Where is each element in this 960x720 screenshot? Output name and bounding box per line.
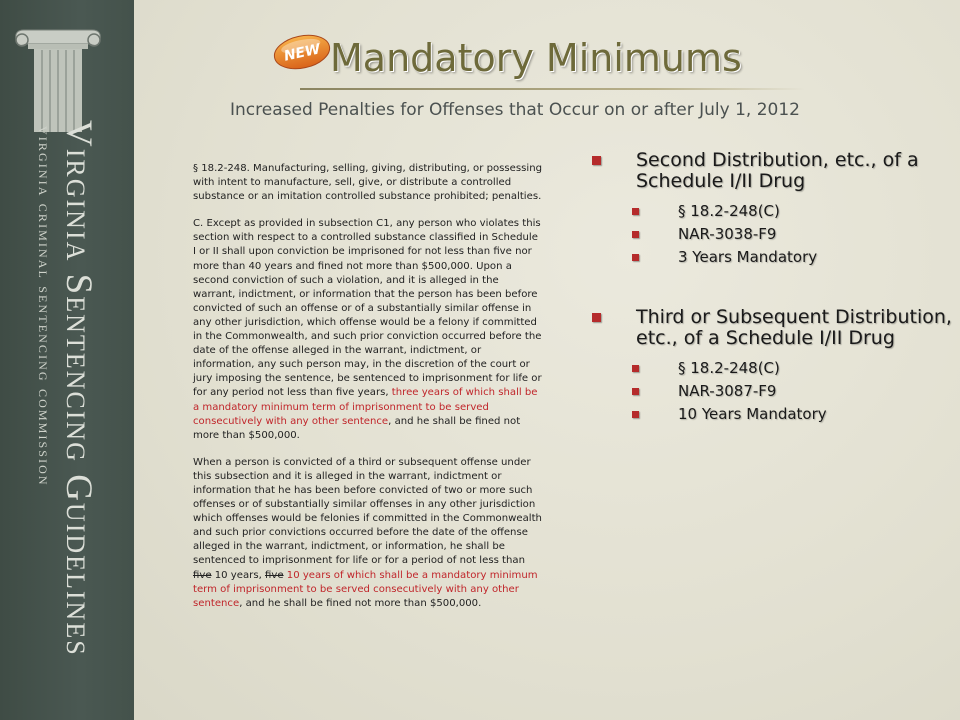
- statute-text-segment: When a person is convicted of a third or subsequent offense under this subsection and it is alleged in the warrant, indictment or information that he has been before convicted of two or more such offenses or of substantially similar offenses in any other jurisdiction which offenses would be felonies if committed in the Commonwealth and such prior convictions occurred before the date of the offense alleged in the warrant, indictment, or information, he shall be sentenced to imprisonment for life or for a period of not less than: [193, 456, 542, 567]
- square-bullet-icon: [632, 388, 639, 395]
- statute-highlight: 10 years of which shall be a mandatory minimum term of imprisonment to be served consecutively with any other sentence: [193, 569, 538, 609]
- sub-bullet-text: 3 Years Mandatory: [678, 248, 818, 266]
- bullet-list: [592, 150, 952, 464]
- square-bullet-icon: [632, 208, 639, 215]
- sub-bullet: [630, 357, 952, 380]
- sub-bullet: [630, 403, 952, 426]
- statute-heading: § 18.2-248. Manufacturing, selling, giving, distributing, or possessing with intent to manufacture, sell, give, or distribute a controlled substance or an imitation controlled substance prohibited; penalties.: [193, 163, 543, 203]
- statute-paragraph-third: [193, 456, 543, 611]
- bullet-heading-text: Second Distribution, etc., of a Schedule I/II Drug: [636, 149, 919, 192]
- statute-text-segment: , and he shall be fined not more than $500,000.: [239, 597, 482, 609]
- sub-bullet: [630, 223, 952, 246]
- new-badge-label: NEW: [282, 41, 322, 65]
- statute-text-segment: 10 years,: [211, 569, 266, 581]
- square-bullet-icon: [632, 254, 639, 261]
- struck-text: five: [265, 569, 284, 581]
- sub-bullet-text: § 18.2-248(C): [678, 359, 780, 377]
- bullet-group-third-offense: [592, 307, 952, 426]
- bullet-heading: [592, 150, 952, 192]
- statute-highlight: three years of which shall be a mandatory minimum term of imprisonment to be served consecutively with any other sentence: [193, 387, 538, 427]
- square-bullet-icon: [592, 313, 601, 322]
- square-bullet-icon: [632, 365, 639, 372]
- page-title: Mandatory Minimums: [330, 36, 742, 80]
- new-badge: [272, 32, 332, 72]
- bullet-heading: [592, 307, 952, 349]
- statute-text-segment: C. Except as provided in subsection C1, any person who violates this section with respect to a controlled substance classified in Schedule I or II shall upon conviction be imprisoned for not less than five nor more than 40 years and fined not more than $500,000. Upon a second conviction of such a violation, and it is alleged in the warrant, indictment, or information that the person has been before convicted of such an offense or of a substantially similar offense in any other jurisdiction, which offense would be a felony if committed in the Commonwealth, and such prior conviction occurred before the date of the offense alleged in the warrant, indictment, or information, any such person may, in the discretion of the court or jury imposing the sentence, be sentenced to imprisonment for life or for any period not less than five years,: [193, 218, 542, 399]
- statute-text-segment: , and he shall be fined not more than $500,000.: [193, 415, 521, 441]
- square-bullet-icon: [632, 411, 639, 418]
- sidebar: [0, 0, 134, 720]
- bullet-heading-text: Third or Subsequent Distribution, etc., of a Schedule I/II Drug: [636, 306, 952, 349]
- statute-text: [193, 162, 543, 624]
- statute-paragraph-c: [193, 217, 543, 443]
- sidebar-title: Virginia Sentencing Guidelines: [58, 120, 99, 657]
- ionic-column-icon: [8, 22, 108, 132]
- bullet-group-second-offense: [592, 150, 952, 269]
- sub-bullet: [630, 246, 952, 269]
- sub-bullet-text: § 18.2-248(C): [678, 202, 780, 220]
- sub-bullet-text: NAR-3087-F9: [678, 382, 777, 400]
- sub-bullet: [630, 200, 952, 223]
- square-bullet-icon: [632, 231, 639, 238]
- struck-text: five: [193, 569, 212, 581]
- sub-bullet: [630, 380, 952, 403]
- page-subtitle: Increased Penalties for Offenses that Occur on or after July 1, 2012: [230, 100, 800, 120]
- sidebar-subtitle: virginia criminal sentencing commission: [35, 126, 54, 487]
- title-divider: [300, 88, 805, 90]
- square-bullet-icon: [592, 156, 601, 165]
- sub-bullet-text: NAR-3038-F9: [678, 225, 777, 243]
- sub-bullet-text: 10 Years Mandatory: [678, 405, 827, 423]
